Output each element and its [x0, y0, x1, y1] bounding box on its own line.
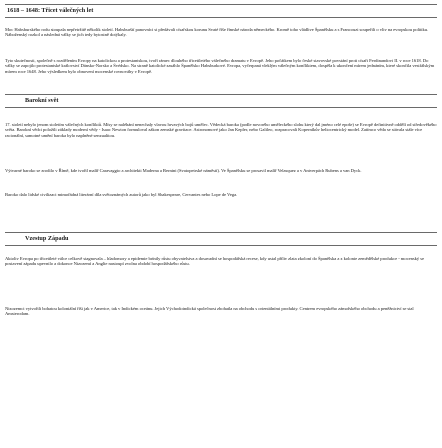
- section-heading-text: Barokní svět: [25, 97, 59, 104]
- section-heading-thirty-years-war: [5, 4, 437, 18]
- paragraph-baroque-art: Výtvarné baroko se zrodilo v Římě, kde tvořil malíř Caravaggio a architekti Maderna a Bernini (Svatopetrské náměstí). Ve Španělsku se prosavil malíř Velasquez a v Antverpách Rubens a van Dyck.: [5, 168, 362, 173]
- section-heading-text: Vzestup Západu: [25, 235, 69, 242]
- paragraph-war-framework: Tyto skutečnosti, společně s rozdělením Evropy na katolickou a protestantskou, tvoří rámec dlouhého třicetiletého válečného dramatu v Evropě. Jeho počátkem bylo české stavovské povstání proti císaři Ferdinandovi II. v roce 1618. Do války se zapojilo protestantské království Dánsko-Norsko a Švédsko. Na straně katolické zasáhlo Španělsko Habsburkové. Evropa, vyčerpaná vleklým válečným konfliktem, dospěla k ukončení mírem jednáním, které skončila vestfálským mírem roce 1648. Jeho výsledkem bylo obnovení mocenské rovnováhy v Evropě.: [5, 58, 435, 74]
- paragraph-baroque-science: 17. století nebylo jenom stoletím válečných konfliktů. Mísy se naléhání nenechaly vlavou hrvavých bojů umělec. Vědecká baroka (podle novorého uměleckého slohu který dal jméno celé epoše) se Evropě definitivně oddělí od středověkého světa. Barokní vědci položili základy moderní vědy - Isaac Newton formuloval zákon zemské gravitace. Astronomové jako Jan Kepler, nebo Galileo, rozpracovali Koperníkův heliocentrický model. Zatímco věda se stávala stále více racionální, samotné umění baroka bylo naplněné senzualitou.: [5, 122, 437, 138]
- paragraph-baroque-literature: Baroko dalo lidské civilizaci mimořádná literární díla světoznámých autorů jako byl Shakespeare, Cervantes nebo Lope de Vega.: [5, 192, 238, 197]
- paragraph-habsburg-dynasty: Moc Habsburského rodu stoupala nepřetržitě několik století. Habsburští panovníci si předávali císařskou korunu Svaté říše římské národa německého. Kromě toho vládlive Španělsku a s Francouzi soupeřili o vliv na evropskou politiku. Náboženský rozkol a následná války se jich tedy bytostně dotýkaly.: [5, 27, 429, 38]
- paragraph-dutch-colonies: Nizozemci vytvořili bohatou koloniální říši jak v Americe, tak v Indickém oceánu. Jejich Východoindická společnost zbohatla na obchodu s orientálními produkty. Centrem evropského zámořského obchodu a peněžnictví se stal Amsterodam.: [5, 306, 414, 317]
- section-heading-baroque-world: [5, 94, 437, 108]
- section-heading-text: 1618 – 1648: Třicet válečných let: [7, 7, 94, 14]
- section-heading-rise-of-west: [5, 232, 437, 246]
- paragraph-europe-stagnation: Aktoliv Evropa po třicetileté válce celkově stagnovala – hladomory a epidemie brínily růstu obyvatelstva a dosavadní se hospodářská recese, kdy ustal příliv zlata zkoloní do Španělska a z kolonie zemědělské produkce - mocenský se postavení západu upevnilo a dokonce Nizozemí a Anglie nastoupí zvolna období hospodářského růstu.: [5, 256, 424, 267]
